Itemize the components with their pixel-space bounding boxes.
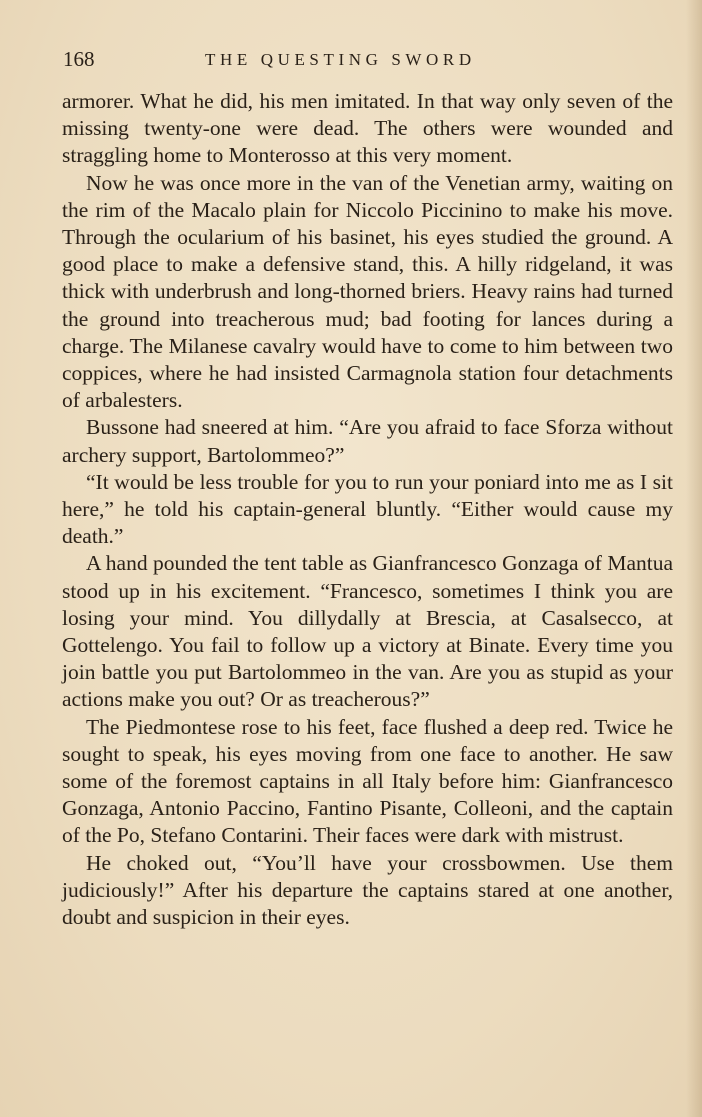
body-text [62, 88, 673, 931]
paragraph: “It would be less trouble for you to run your poniard into me as I sit here,” he told his captain-general bluntly. “Either would cause my death.” [62, 469, 673, 549]
paragraph: A hand pounded the tent table as Gianfrancesco Gonzaga of Mantua stood up in his excitement. “Francesco, sometimes I think you are losing your mind. You dillydally at Brescia, at Casalsecco, at Gottelengo. You fail to follow up a victory at Binate. Every time you join battle you put Bartolommeo in the van. Are you as stupid as your actions make you out? Or as treacherous?” [62, 551, 673, 712]
page-header [63, 47, 673, 77]
page-number: 168 [63, 47, 95, 71]
paragraph: armorer. What he did, his men imitated. In that way only seven of the missing twenty-one were dead. The others were wounded and straggling home to Monterosso at this very moment. [62, 89, 673, 168]
paragraph: Now he was once more in the van of the Venetian army, waiting on the rim of the Macalo plain for Niccolo Piccinino to make his move. Through the ocularium of his basinet, his eyes studied the ground. A good place to make a defensive stand, this. A hilly ridgeland, it was thick with underbrush and long-thorned briers. Heavy rains had turned the ground into treacherous mud; bad footing for lances during a charge. The Milanese cavalry would have to come to him between two coppices, where he had insisted Carmagnola station four detachments of arbalesters. [62, 170, 673, 413]
running-head: THE QUESTING SWORD [205, 50, 476, 69]
paragraph: He choked out, “You’ll have your crossbowmen. Use them judiciously!” After his departure the captains stared at one another, doubt and suspicion in their eyes. [62, 850, 673, 930]
page-edge-shadow [686, 0, 702, 1117]
paragraph: Bussone had sneered at him. “Are you afraid to face Sforza without archery support, Bartolommeo?” [62, 415, 673, 467]
paragraph: The Piedmontese rose to his feet, face flushed a deep red. Twice he sought to speak, his eyes moving from one face to another. He saw some of the foremost captains in all Italy before him: Gianfrancesco Gonzaga, Antonio Paccino, Fantino Pisante, Colleoni, and the captain of the Po, Stefano Contarini. Their faces were dark with mistrust. [62, 714, 673, 848]
